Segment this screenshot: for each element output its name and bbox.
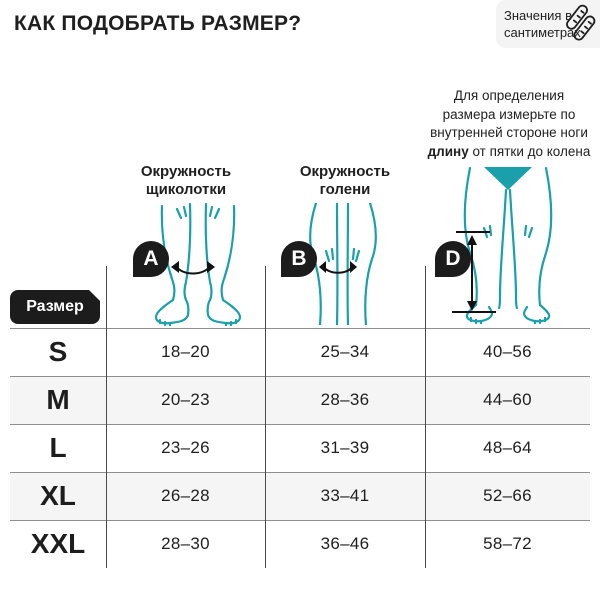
ankle-value-cell: 26–28 bbox=[161, 486, 210, 505]
size-header-tag: Размер bbox=[10, 290, 100, 324]
table-grid-line bbox=[10, 424, 590, 425]
units-note-panel bbox=[496, 0, 600, 48]
table-grid-line bbox=[10, 328, 590, 329]
vertical-measure-arrow-icon bbox=[464, 234, 480, 312]
calf-value-cell: 33–41 bbox=[320, 486, 370, 505]
calf-value-cell: 25–34 bbox=[320, 342, 370, 361]
calf-value-cell: 31–39 bbox=[320, 438, 370, 457]
measure-tick-top bbox=[456, 231, 490, 233]
ankle-value-cell: 20–23 bbox=[161, 390, 210, 409]
size-cell: XXL bbox=[30, 528, 86, 559]
page-title: КАК ПОДОБРАТЬ РАЗМЕР? bbox=[14, 12, 302, 35]
measuring-tape-icon bbox=[565, 3, 599, 43]
length-value-cell: 52–66 bbox=[483, 486, 532, 505]
column-header-ankle: Окружность щиколотки bbox=[140, 163, 232, 198]
marker-d-badge: D bbox=[435, 241, 471, 277]
table-row bbox=[10, 328, 590, 376]
units-note-text: Значения в сантиметрах bbox=[504, 8, 581, 40]
size-cell: L bbox=[49, 432, 67, 463]
table-grid-line bbox=[425, 266, 426, 568]
circumference-arrow-icon bbox=[316, 259, 360, 279]
table-grid-line bbox=[265, 266, 266, 568]
table-row bbox=[10, 376, 590, 424]
ankle-value-cell: 18–20 bbox=[161, 342, 210, 361]
length-value-cell: 44–60 bbox=[483, 390, 532, 409]
length-value-cell: 40–56 bbox=[483, 342, 532, 361]
marker-b-badge: B bbox=[281, 241, 317, 277]
table-grid-line bbox=[10, 472, 590, 473]
table-row bbox=[10, 520, 590, 568]
table-row bbox=[10, 424, 590, 472]
ankle-value-cell: 23–26 bbox=[161, 438, 210, 457]
size-cell: S bbox=[48, 336, 68, 367]
length-instruction-text: Для определения размера измерьте по внутренней стороне ноги длину от пятки до колена bbox=[427, 88, 591, 159]
marker-a-badge: A bbox=[133, 241, 169, 277]
ankle-value-cell: 28–30 bbox=[161, 534, 210, 553]
length-value-cell: 48–64 bbox=[483, 438, 532, 457]
shorts-triangle bbox=[484, 167, 532, 190]
table-grid-line bbox=[10, 376, 590, 377]
length-value-cell: 58–72 bbox=[483, 534, 532, 553]
table-row bbox=[10, 472, 590, 520]
table-grid-line bbox=[10, 520, 590, 521]
table-grid-line bbox=[106, 266, 107, 568]
calf-value-cell: 36–46 bbox=[320, 534, 370, 553]
column-header-calf: Окружность голени bbox=[299, 163, 391, 198]
calf-value-cell: 28–36 bbox=[320, 390, 370, 409]
circumference-arrow-icon bbox=[168, 258, 218, 280]
size-cell: XL bbox=[40, 480, 76, 511]
size-cell: M bbox=[46, 384, 70, 415]
